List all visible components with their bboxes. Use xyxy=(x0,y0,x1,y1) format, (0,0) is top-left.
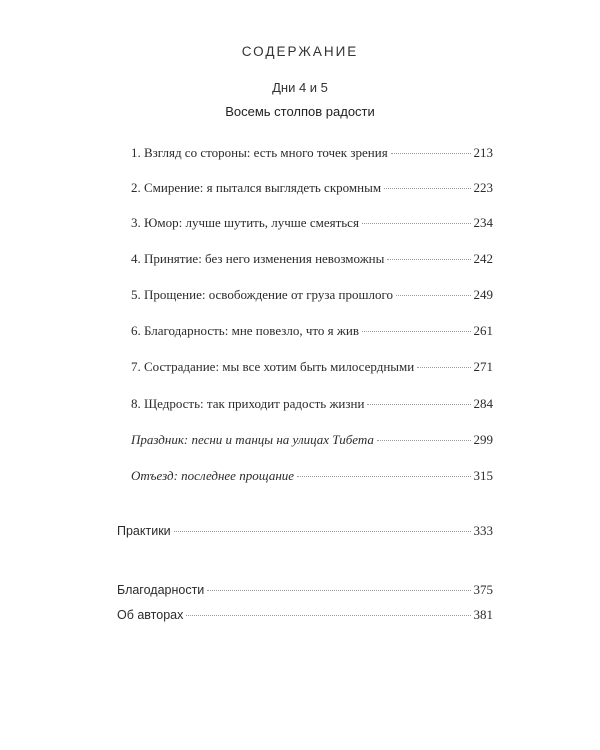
dot-leader xyxy=(391,153,471,154)
toc-entry-title: 5. Прощение: освобождение от груза прошлого xyxy=(131,287,393,302)
part-label: Дни 4 и 5 xyxy=(272,80,328,95)
toc-entry-page: 381 xyxy=(473,607,493,622)
toc-entry-title: Об авторах xyxy=(117,608,184,622)
toc-entry-page: 234 xyxy=(473,215,493,230)
toc-entry-title: Практики xyxy=(117,524,171,538)
toc-entry-title: 4. Принятие: без него изменения невозможны xyxy=(131,251,385,266)
toc-entry-title: Благодарности xyxy=(117,583,205,597)
toc-entry-title: 2. Смирение: я пытался выглядеть скромным xyxy=(131,180,382,195)
toc-entry-chapter-departure[interactable] xyxy=(131,468,493,486)
toc-entry-title: Отъезд: последнее прощание xyxy=(131,468,295,483)
dot-leader xyxy=(186,615,470,616)
page-title: СОДЕРЖАНИЕ xyxy=(241,44,359,59)
toc-entry-chapter-2[interactable] xyxy=(131,180,493,198)
dot-leader xyxy=(297,476,470,477)
toc-entry-title: 1. Взгляд со стороны: есть много точек зрения xyxy=(131,145,388,160)
toc-entry-page: 284 xyxy=(473,396,493,411)
toc-entry-page: 333 xyxy=(473,523,493,538)
toc-entry-title: 6. Благодарность: мне повезло, что я жив xyxy=(131,323,359,338)
toc-entry-page: 261 xyxy=(473,323,493,338)
toc-entry-chapter-8[interactable] xyxy=(131,396,493,414)
toc-entry-acknowledgements[interactable] xyxy=(117,582,493,600)
dot-leader xyxy=(387,259,470,260)
toc-entry-page: 299 xyxy=(473,432,493,447)
toc-entry-page: 242 xyxy=(473,251,493,266)
dot-leader xyxy=(174,531,471,532)
dot-leader xyxy=(362,223,471,224)
toc-entry-chapter-3[interactable] xyxy=(131,215,493,233)
dot-leader xyxy=(384,188,470,189)
dot-leader xyxy=(377,440,471,441)
toc-entry-title: 7. Сострадание: мы все хотим быть милосердными xyxy=(131,359,415,374)
toc-entry-title: 8. Щедрость: так приходит радость жизни xyxy=(131,396,365,411)
toc-entry-title: Праздник: песни и танцы на улицах Тибета xyxy=(131,432,374,447)
toc-entry-chapter-7[interactable] xyxy=(131,359,493,377)
toc-entry-page: 213 xyxy=(473,145,493,160)
toc-entry-chapter-1[interactable] xyxy=(131,145,493,163)
toc-entry-practices[interactable] xyxy=(117,523,493,541)
dot-leader xyxy=(417,367,470,368)
toc-entry-page: 249 xyxy=(473,287,493,302)
toc-entry-page: 223 xyxy=(473,180,493,195)
toc-entry-chapter-5[interactable] xyxy=(131,287,493,305)
part-subtitle: Восемь столпов радости xyxy=(225,104,375,119)
dot-leader xyxy=(362,331,471,332)
dot-leader xyxy=(367,404,470,405)
toc-entry-title: 3. Юмор: лучше шутить, лучше смеяться xyxy=(131,215,359,230)
toc-entry-about-authors[interactable] xyxy=(117,607,493,625)
toc-entry-chapter-celebration[interactable] xyxy=(131,432,493,450)
toc-entry-chapter-4[interactable] xyxy=(131,251,493,269)
toc-entry-page: 315 xyxy=(473,468,493,483)
toc-entry-page: 375 xyxy=(473,582,493,597)
toc-entry-chapter-6[interactable] xyxy=(131,323,493,341)
toc-entry-page: 271 xyxy=(473,359,493,374)
dot-leader xyxy=(207,590,470,591)
dot-leader xyxy=(396,295,471,296)
